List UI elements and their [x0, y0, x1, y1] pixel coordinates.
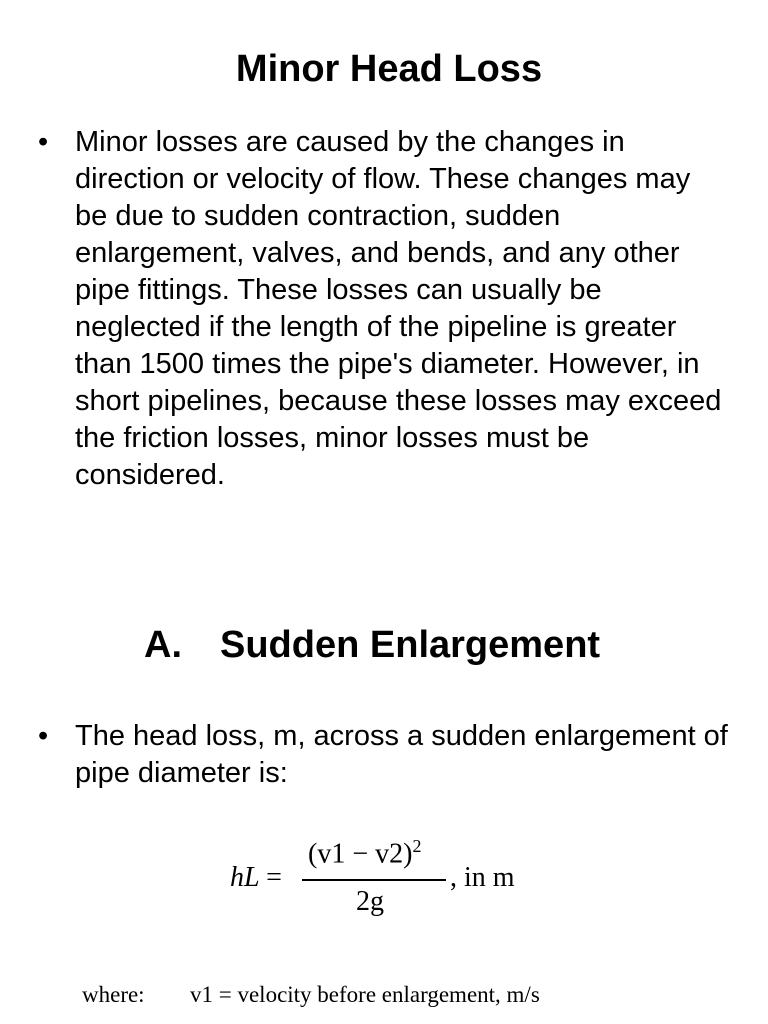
- enlargement-text: The head loss, m, across a sudden enlargement of pipe diameter is:: [75, 720, 728, 789]
- formula-lhs-symbol: hL: [230, 862, 260, 893]
- formula-equals: =: [266, 862, 282, 893]
- formula-numerator-text: (v1 − v2): [308, 838, 413, 870]
- where-definition: [82, 982, 540, 1008]
- formula-exponent: 2: [412, 836, 422, 856]
- intro-text: Minor losses are caused by the changes in direction or velocity of flow. These changes may be due to sudden contraction, sudden enlargement, valves, and bends, and any other pipe fittings. These losses can usually be neglected if the length of the pipeline is greater than 1500 times the pipe's diameter. However, in short pipelines, because these losses may exceed the friction losses, minor losses must be considered.: [75, 126, 722, 491]
- where-text: v1 = velocity before enlargement, m/s: [190, 982, 540, 1007]
- formula-denominator: 2g: [356, 886, 384, 917]
- section-heading: [144, 624, 600, 667]
- formula-units: , in m: [450, 862, 515, 893]
- head-loss-formula: [230, 828, 570, 928]
- bullet-marker: •: [38, 126, 49, 158]
- intro-bullet: [38, 124, 728, 494]
- formula-numerator: [308, 836, 421, 870]
- section-marker: A.: [144, 624, 182, 666]
- fraction-bar: [302, 879, 446, 881]
- section-title: Sudden Enlargement: [220, 624, 601, 666]
- page-title: Minor Head Loss: [235, 48, 543, 90]
- where-label: where:: [82, 982, 145, 1007]
- formula-lhs: [230, 862, 282, 894]
- bullet-marker: •: [38, 720, 49, 752]
- enlargement-bullet: [38, 718, 728, 792]
